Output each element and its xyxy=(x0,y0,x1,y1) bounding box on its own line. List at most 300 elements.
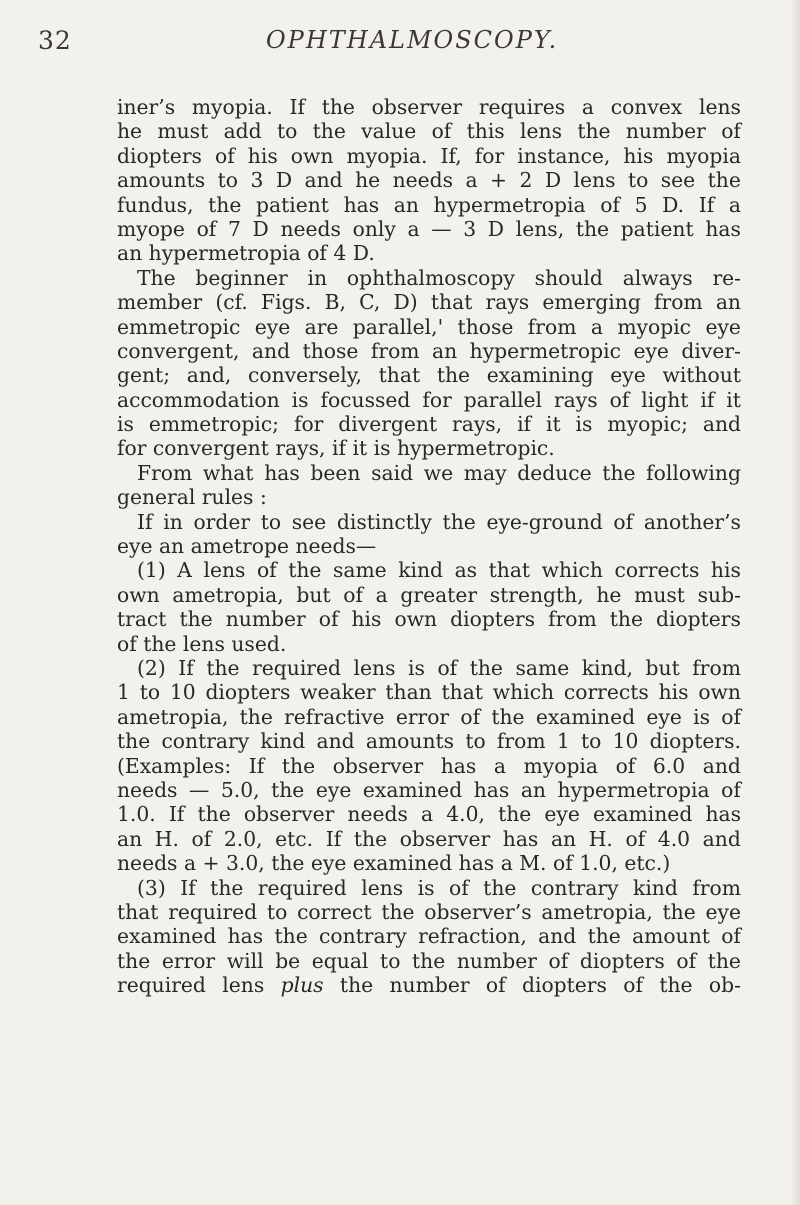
word: and xyxy=(251,338,291,363)
word: eye xyxy=(610,363,646,388)
word: that xyxy=(117,899,159,924)
word: required xyxy=(257,875,347,900)
word: ametrope xyxy=(190,534,289,559)
word: hypermetropia xyxy=(557,777,710,802)
word: to xyxy=(217,168,239,193)
word: the xyxy=(117,729,151,754)
word: those xyxy=(457,314,514,339)
text-line xyxy=(117,193,741,217)
word: 10 xyxy=(169,680,196,705)
word: lens xyxy=(698,95,741,119)
word: diver- xyxy=(681,338,741,363)
word: H. xyxy=(154,826,179,851)
word: the xyxy=(321,95,355,119)
text-line xyxy=(117,315,741,339)
word: re- xyxy=(712,265,741,290)
word: of xyxy=(256,558,277,583)
word: are xyxy=(304,314,339,339)
word: he xyxy=(355,168,381,193)
word: corrects xyxy=(614,558,700,583)
word: needs xyxy=(392,168,454,193)
word: of xyxy=(613,509,634,534)
word: rules xyxy=(201,485,254,510)
word: has xyxy=(227,924,264,949)
word: rays, xyxy=(452,412,503,437)
word: refractive xyxy=(284,704,385,729)
word: diopters xyxy=(521,973,607,998)
word: same xyxy=(332,558,387,583)
word: + xyxy=(202,851,220,876)
word: an xyxy=(520,777,546,802)
word: 5.0, xyxy=(220,777,260,802)
word: what xyxy=(202,460,254,485)
word: of xyxy=(721,704,741,729)
word: of xyxy=(676,948,697,973)
word: of xyxy=(552,851,573,876)
word: to xyxy=(627,168,649,193)
word: M. xyxy=(519,851,547,876)
word: ob- xyxy=(708,973,741,998)
word: observer xyxy=(371,95,463,119)
word: of xyxy=(615,753,636,778)
word: the xyxy=(662,899,696,924)
word: the xyxy=(483,875,517,900)
word: is xyxy=(417,875,435,900)
word: to xyxy=(139,680,161,705)
word: 6.0 xyxy=(652,753,686,778)
word: only xyxy=(352,216,396,241)
word: examining xyxy=(486,363,594,388)
word: it xyxy=(545,412,561,437)
word: the xyxy=(577,119,611,144)
word: in xyxy=(307,265,328,290)
word: lens xyxy=(182,631,225,656)
word: from xyxy=(692,875,741,900)
word: a xyxy=(728,192,741,217)
word: hypermetropic. xyxy=(396,436,555,461)
word: eye xyxy=(117,534,153,559)
word: of xyxy=(485,973,506,998)
word: lens xyxy=(222,973,265,998)
word: 4 xyxy=(333,241,347,266)
word: amounts xyxy=(365,729,455,754)
word: If xyxy=(137,509,153,534)
word: a xyxy=(421,802,434,827)
word: and xyxy=(316,729,355,754)
word: for xyxy=(117,436,147,461)
word: own xyxy=(698,680,741,705)
word: 1 xyxy=(117,680,130,705)
text-line xyxy=(117,363,741,387)
word: an xyxy=(158,534,185,559)
word: if xyxy=(331,436,346,461)
word: own xyxy=(117,582,160,607)
word: If xyxy=(168,802,185,827)
text-line xyxy=(117,900,741,924)
word: requires xyxy=(478,95,566,119)
word: If xyxy=(289,95,305,119)
word: correct xyxy=(297,899,372,924)
text-line xyxy=(117,754,741,778)
word: from xyxy=(548,607,597,632)
text-line xyxy=(117,168,741,192)
word: is xyxy=(408,655,425,680)
word: will xyxy=(226,948,264,973)
text-line xyxy=(117,949,741,973)
word: diopters. xyxy=(649,729,741,754)
word: needs xyxy=(347,802,408,827)
word: which xyxy=(541,558,603,583)
word: the xyxy=(381,899,415,924)
word: eye xyxy=(646,704,682,729)
word: 4.0 xyxy=(657,826,691,851)
word: the xyxy=(197,802,231,827)
word: 5 xyxy=(634,192,648,217)
word: has xyxy=(473,777,510,802)
word: (Examples: xyxy=(117,753,232,778)
word: the xyxy=(271,851,305,876)
word: If, xyxy=(440,143,462,168)
word: needs xyxy=(117,851,178,876)
word: D xyxy=(487,216,505,241)
text-line xyxy=(117,534,741,558)
word: number xyxy=(625,119,706,144)
word: needs xyxy=(280,216,341,241)
text-line xyxy=(117,290,741,314)
word: rays xyxy=(553,387,598,412)
text-line xyxy=(117,144,741,168)
word: error xyxy=(395,704,450,729)
word: examined xyxy=(117,924,217,949)
word: ametropia, xyxy=(117,704,229,729)
word: 2.0, xyxy=(223,826,263,851)
word: 1 xyxy=(556,729,570,754)
word: kind xyxy=(398,558,444,583)
word: equal xyxy=(311,948,369,973)
word: myopia xyxy=(523,753,599,778)
word: a xyxy=(407,216,420,241)
word: D xyxy=(544,168,562,193)
word: for xyxy=(293,412,324,437)
word: D. xyxy=(352,241,375,266)
word: tract xyxy=(117,607,167,632)
word: myopia. xyxy=(346,143,428,168)
word: and xyxy=(702,753,741,778)
word: instance, xyxy=(517,143,611,168)
word: his xyxy=(658,680,689,705)
word: eye xyxy=(315,777,352,802)
word: kind xyxy=(633,875,678,900)
word: the xyxy=(281,753,316,778)
word: the xyxy=(208,192,242,217)
word: eye xyxy=(310,851,347,876)
word: 2 xyxy=(519,168,533,193)
word: the xyxy=(179,607,213,632)
word: lens xyxy=(520,119,562,144)
word: the xyxy=(271,777,305,802)
word: the xyxy=(206,655,240,680)
word: the xyxy=(143,631,177,656)
word: ophthalmoscopy xyxy=(346,265,515,290)
word: light xyxy=(641,387,689,412)
word: parallel xyxy=(463,387,543,412)
body-text xyxy=(117,95,741,997)
word: patient xyxy=(256,192,329,217)
word: (3) xyxy=(137,875,166,900)
word: but xyxy=(296,582,331,607)
word: eye xyxy=(254,314,291,339)
word: focussed xyxy=(320,387,411,412)
text-line xyxy=(117,632,741,656)
word: of xyxy=(721,924,741,949)
word: from xyxy=(692,655,741,680)
word: H. xyxy=(588,826,613,851)
word: to xyxy=(276,119,298,144)
word: the xyxy=(609,607,643,632)
word: his xyxy=(710,558,741,583)
word: the xyxy=(442,509,476,534)
word: his xyxy=(351,607,382,632)
word: diopters xyxy=(655,607,741,632)
word: : xyxy=(259,485,267,510)
word: should xyxy=(534,265,603,290)
word: see xyxy=(660,168,696,193)
word: as xyxy=(454,558,478,583)
word: has xyxy=(343,192,380,217)
word: required xyxy=(252,655,341,680)
word: — xyxy=(431,216,452,241)
word: an xyxy=(117,241,143,266)
word: an xyxy=(715,290,741,315)
word: If xyxy=(178,655,194,680)
text-line xyxy=(117,656,741,680)
word: the xyxy=(469,655,503,680)
word: a xyxy=(375,582,388,607)
word: has xyxy=(264,460,300,485)
word: it xyxy=(352,436,368,461)
word: rays xyxy=(485,290,530,315)
word: of xyxy=(214,143,235,168)
word: always xyxy=(622,265,693,290)
word: has xyxy=(705,216,741,241)
word: from xyxy=(527,314,577,339)
word: eye-ground xyxy=(486,509,603,534)
word: the xyxy=(498,802,532,827)
word: D. xyxy=(662,192,685,217)
page-number: 32 xyxy=(38,26,72,55)
page-header xyxy=(38,22,766,62)
word: of xyxy=(343,582,363,607)
text-line xyxy=(117,485,741,509)
word: an xyxy=(117,826,143,851)
word: rays, xyxy=(275,436,326,461)
word: he xyxy=(596,582,622,607)
word: has xyxy=(440,753,477,778)
running-title: OPHTHALMOSCOPY. xyxy=(266,26,559,54)
text-line xyxy=(117,339,741,363)
word: + xyxy=(490,168,508,193)
text-line xyxy=(117,924,741,948)
word: it xyxy=(726,387,741,412)
word: has xyxy=(705,802,741,827)
word: weaker xyxy=(300,680,376,705)
word: and, xyxy=(186,363,232,388)
text-line xyxy=(117,973,741,997)
word: of xyxy=(721,777,741,802)
word: examined xyxy=(593,802,693,827)
word: corrects xyxy=(563,680,649,705)
word: kind, xyxy=(581,655,634,680)
word: conversely, xyxy=(248,363,362,388)
word: of xyxy=(623,973,643,998)
word: lens, xyxy=(515,216,565,241)
word: 3 xyxy=(463,216,477,241)
word: the xyxy=(707,168,741,193)
word: order xyxy=(193,509,251,534)
word: number xyxy=(456,948,537,973)
word: been xyxy=(310,460,361,485)
word: (2) xyxy=(137,655,166,680)
text-line xyxy=(117,461,741,485)
word: 7 xyxy=(227,216,241,241)
word: hypermetropia xyxy=(433,192,586,217)
word: this xyxy=(466,119,505,144)
word: etc.) xyxy=(624,851,671,876)
word: is xyxy=(291,387,309,412)
word: convex xyxy=(610,95,683,119)
word: eye xyxy=(705,314,741,339)
word: contrary xyxy=(319,924,407,949)
word: a xyxy=(500,851,513,876)
word: of xyxy=(609,387,630,412)
word: a xyxy=(590,314,603,339)
word: an xyxy=(432,338,458,363)
word: sub- xyxy=(697,582,741,607)
word: diopters xyxy=(205,680,291,705)
word: another’s xyxy=(643,509,741,534)
word: that xyxy=(430,290,473,315)
word: than xyxy=(385,680,432,705)
word: the xyxy=(575,216,610,241)
word: from xyxy=(654,290,703,315)
word: of xyxy=(449,875,469,900)
word: a xyxy=(581,95,594,119)
word: to xyxy=(580,729,602,754)
word: distinctly xyxy=(336,509,432,534)
word: see xyxy=(291,509,327,534)
word: without xyxy=(662,363,741,388)
text-line xyxy=(117,680,741,704)
word: the xyxy=(312,119,346,144)
word: needs— xyxy=(295,534,377,559)
word: diopters xyxy=(450,607,536,632)
word: which xyxy=(492,680,555,705)
word: deduce xyxy=(517,460,592,485)
word: add xyxy=(223,119,262,144)
word: emmetropic xyxy=(117,314,241,339)
word: is xyxy=(693,704,710,729)
word: eye xyxy=(633,338,669,363)
word: that xyxy=(488,558,531,583)
word: and xyxy=(538,924,577,949)
word: to xyxy=(266,899,288,924)
word: emerging xyxy=(542,290,641,315)
word: from xyxy=(496,729,546,754)
word: examined xyxy=(535,704,636,729)
word: be xyxy=(275,948,301,973)
word: B, xyxy=(324,290,346,315)
word: used. xyxy=(231,631,287,656)
word: parallel,' xyxy=(352,314,444,339)
word: has xyxy=(502,826,539,851)
word: those xyxy=(302,338,359,363)
word: is xyxy=(117,412,134,437)
word: patient xyxy=(620,216,694,241)
word: the xyxy=(659,973,693,998)
word: diopters xyxy=(579,948,665,973)
text-line xyxy=(117,119,741,143)
word: If xyxy=(248,753,265,778)
word: ametropia, xyxy=(541,899,653,924)
word: to xyxy=(260,509,282,534)
word: the xyxy=(239,704,273,729)
word: of xyxy=(196,216,217,241)
word: the xyxy=(210,875,244,900)
word: an xyxy=(393,192,419,217)
word: observer xyxy=(399,826,491,851)
word: required xyxy=(168,899,258,924)
word: member xyxy=(117,290,203,315)
word: observer’s xyxy=(424,899,532,924)
word: of xyxy=(460,704,481,729)
word: of xyxy=(625,826,646,851)
word: lens xyxy=(203,558,246,583)
word: we xyxy=(423,460,454,485)
word: 3 xyxy=(250,168,264,193)
word: The xyxy=(137,265,176,290)
word: a xyxy=(183,851,197,876)
text-line xyxy=(117,705,741,729)
text-line xyxy=(117,412,741,436)
word: same xyxy=(515,655,570,680)
text-line xyxy=(117,95,741,119)
word: the xyxy=(339,973,374,998)
word: from xyxy=(370,338,420,363)
word: must xyxy=(634,582,685,607)
word: amounts xyxy=(117,168,206,193)
text-line xyxy=(117,802,741,826)
word: contrary xyxy=(161,729,250,754)
word: examined xyxy=(362,777,463,802)
word: of xyxy=(318,607,339,632)
word: that xyxy=(378,363,421,388)
text-line xyxy=(117,217,741,241)
word: If xyxy=(698,192,715,217)
word: general xyxy=(117,485,196,510)
word: following xyxy=(646,460,741,485)
word: convergent xyxy=(152,436,269,461)
word: — xyxy=(189,777,210,802)
word: of xyxy=(548,948,569,973)
word: strength, xyxy=(489,582,584,607)
word: own xyxy=(394,607,438,632)
word: for xyxy=(474,143,505,168)
word: must xyxy=(157,119,209,144)
word: if xyxy=(517,412,532,437)
text-line xyxy=(117,827,741,851)
word: refraction, xyxy=(418,924,527,949)
word: myopia. xyxy=(191,95,273,119)
